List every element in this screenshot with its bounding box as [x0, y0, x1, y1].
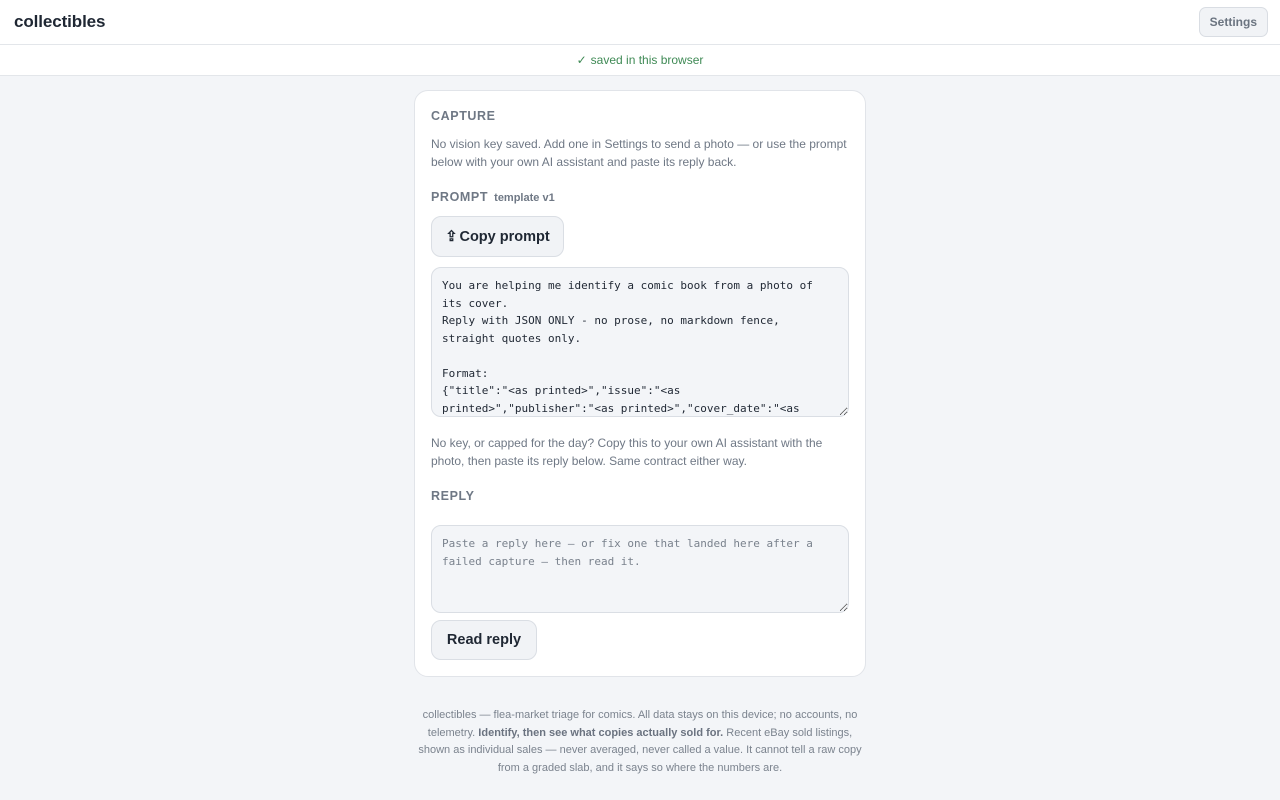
copy-prompt-button[interactable]: [431, 216, 564, 257]
footer-emphasis: Identify, then see what copies actually sold for.: [478, 726, 724, 739]
prompt-heading-label: PROMPT: [431, 190, 489, 204]
capture-hint: No vision key saved. Add one in Settings to send a photo — or use the prompt below with your own AI assistant and paste its reply back.: [431, 137, 847, 169]
settings-button[interactable]: Settings: [1199, 7, 1268, 37]
prompt-version-label: template v1: [494, 192, 555, 204]
reply-textarea[interactable]: [431, 525, 849, 613]
reply-heading: REPLY: [431, 489, 475, 503]
prompt-hint: No key, or capped for the day? Copy this to your own AI assistant with the photo, then paste its reply below. Same contract either way.: [431, 436, 823, 468]
prompt-textarea[interactable]: [431, 267, 849, 417]
capture-heading: CAPTURE: [431, 109, 496, 123]
check-icon: ✓: [576, 53, 587, 67]
read-reply-button[interactable]: Read reply: [431, 620, 537, 660]
share-upload-icon: ⇪: [445, 228, 458, 245]
copy-prompt-label: Copy prompt: [459, 228, 550, 245]
app-title: collectibles: [14, 12, 106, 31]
prompt-heading: [431, 190, 555, 204]
save-status-text: saved in this browser: [590, 53, 704, 67]
capture-card: [414, 90, 866, 677]
save-status-bar: [0, 45, 1280, 76]
top-bar: [0, 0, 1280, 45]
footer-tail: Recent eBay sold listings, shown as individual sales — never averaged, never called a value. It cannot tell a raw copy from a graded slab, and it says so where the numbers are.: [418, 726, 862, 774]
footer-lead: collectibles — flea-market triage for comics. All data stays on this device; no accounts, no telemetry.: [422, 709, 858, 739]
footer-note: [414, 707, 866, 777]
